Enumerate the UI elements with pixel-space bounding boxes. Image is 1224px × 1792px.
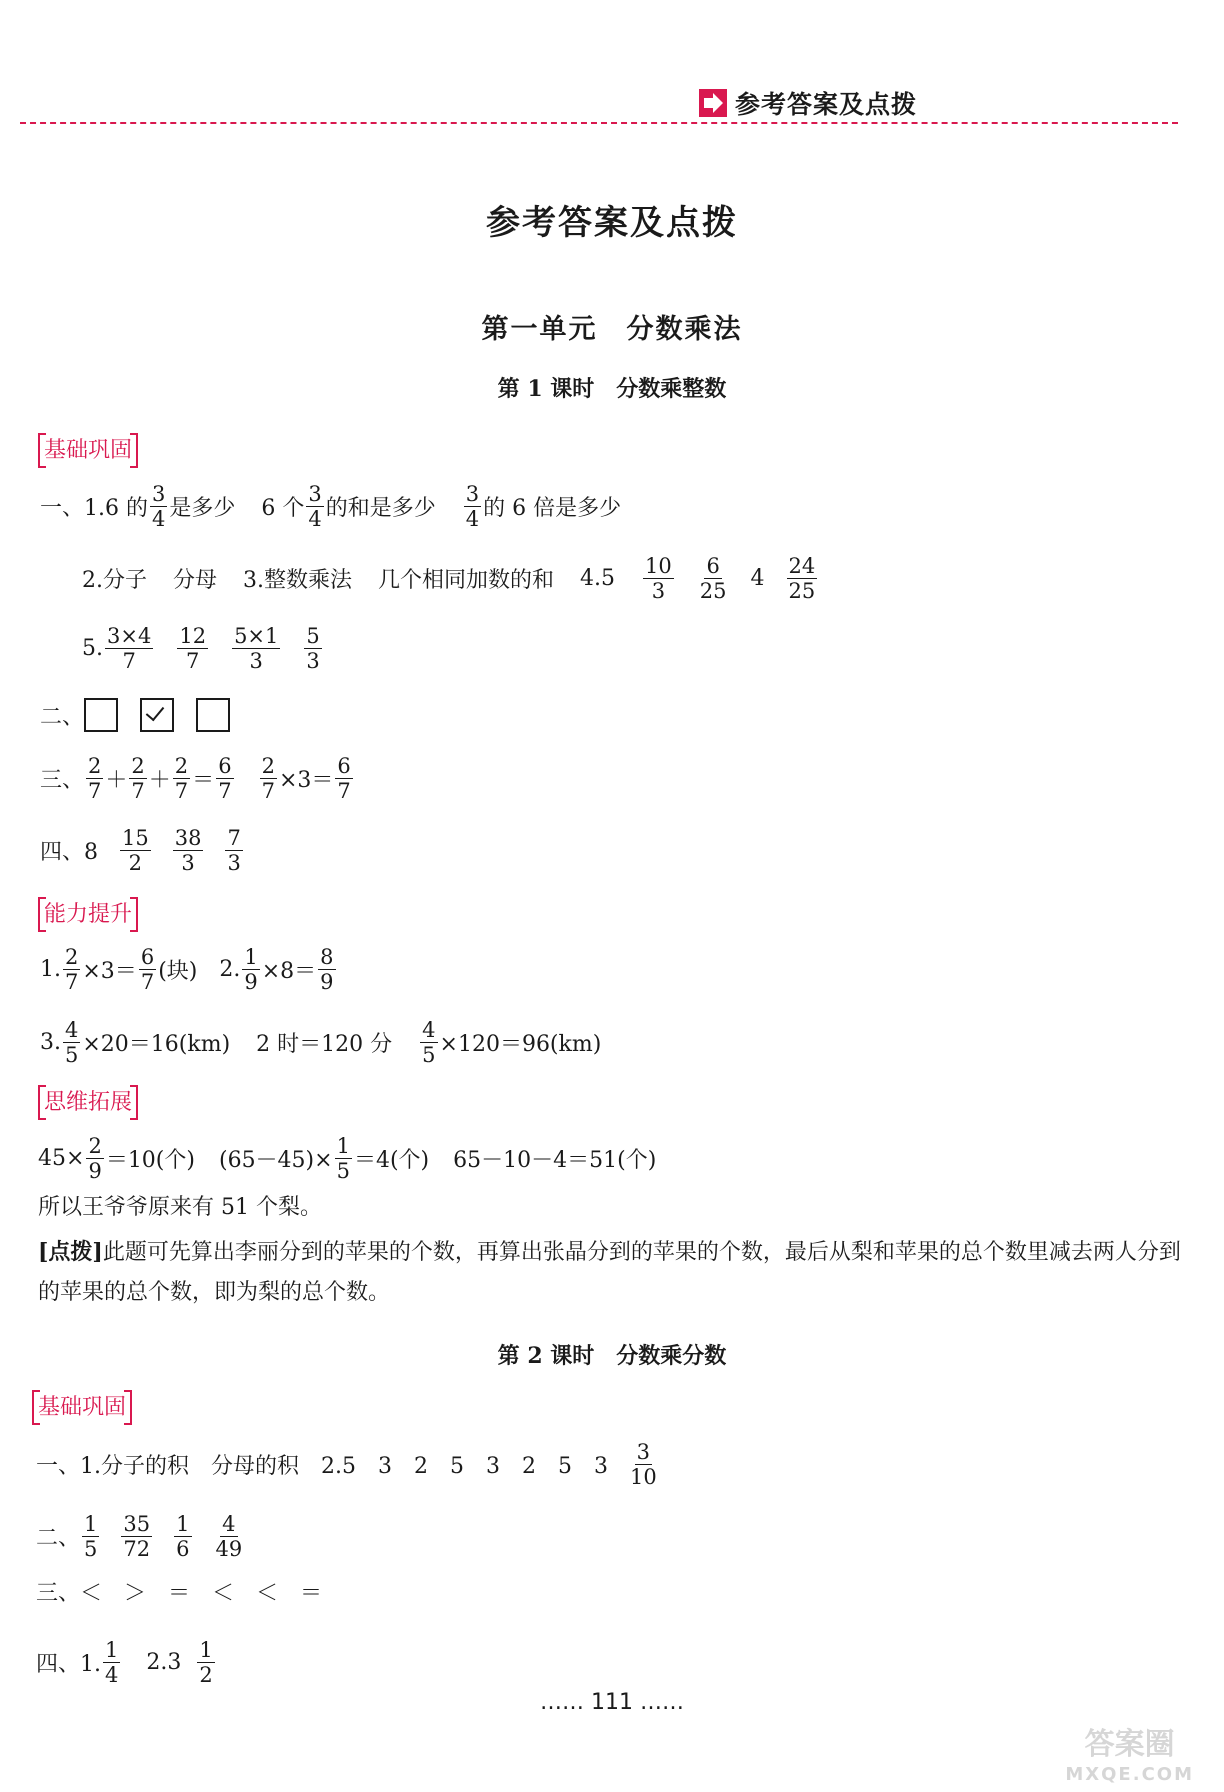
answer-1-1: 一、1.6 的 3 4 是多少 6 个 3 4 的和是多少 3 4 的 6 倍是多少: [40, 482, 622, 531]
empty-box-icon: [196, 698, 230, 732]
fraction: 3×4 7: [107, 624, 152, 673]
page-title: 参考答案及点拨: [486, 203, 738, 243]
thinking-conclusion: 所以王爷爷原来有 51 个梨。: [38, 1195, 322, 1220]
section-ability: 能力提升: [38, 897, 138, 928]
answer-1-2: 2.分子 分母 3.整数乘法 几个相同加数的和 4.5 10 3 6 25 4 24 25: [82, 554, 816, 603]
fraction: 12 7: [179, 624, 207, 673]
fraction: 3 4: [465, 482, 480, 531]
tip-tag: [点拨]: [38, 1239, 103, 1265]
header-dashed-rule: [20, 122, 1178, 124]
fraction: 3 4: [151, 482, 166, 531]
section-basic-2: 基础巩固: [32, 1390, 132, 1421]
l2-answer-3: 三、＜ ＞ ＝ ＜ ＜ ＝: [36, 1581, 323, 1606]
lesson2-title: 第 2 课时 分数乘分数: [497, 1343, 727, 1369]
header-tab: [695, 86, 925, 120]
answer-3: 三、 2 7 ＋ 2 7 ＋ 2 7 ＝ 6 7 2 7 ×3＝ 6 7: [40, 754, 351, 803]
answer-4: 四、8 15 2 38 3 7 3: [40, 826, 241, 875]
header-tab-label: 参考答案及点拨: [735, 90, 918, 119]
fraction: 6 25: [699, 554, 727, 603]
unit-title: 第一单元 分数乘法: [481, 314, 743, 345]
l2-answer-4: 四、1. 1 4 2.3 1 2: [36, 1638, 213, 1687]
fraction: 24 25: [788, 554, 816, 603]
page-number: …… 111 ……: [540, 1690, 684, 1715]
checked-box-icon: [140, 698, 174, 732]
lesson1-title: 第 1 课时 分数乘整数: [497, 376, 727, 402]
answer-1-5: 5. 3×4 7 12 7 5×1 3 5 3: [82, 624, 320, 673]
ability-1: 1. $\frac{2}{7}$ ×3＝ 6 7 (块) 2. $\frac{1}{9}$ ×8＝ 8 9: [40, 945, 334, 994]
section-thinking: 思维拓展: [38, 1085, 138, 1116]
tip-text: 此题可先算出李丽分到的苹果的个数，再算出张晶分到的苹果的个数，最后从梨和苹果的总个数里减去两人分到的苹果的总个数，即为梨的总个数。: [38, 1240, 1181, 1305]
thinking-calc: 45× $\frac{2}{9}$ ＝10(个) (65－45)× $\frac{1}{5}$ ＝4(个) 65－10－4＝51(个): [38, 1134, 657, 1183]
fraction: 5 3: [306, 624, 320, 673]
tip-paragraph: [38, 1232, 1188, 1313]
empty-box-icon: [84, 698, 118, 732]
arrow-right-icon: [699, 89, 727, 117]
section-basic-1: 基础巩固: [38, 433, 138, 464]
fraction: 5×1 3: [234, 624, 279, 673]
ability-3: 3. $\frac{4}{5}$ ×20＝16(km) 2 时＝120 分 $\frac{4}{5}$ ×120＝96(km): [40, 1018, 602, 1067]
l2-answer-1: 一、1.分子的积 分母的积 2.5 3 2 5 3 2 5 3 3 10: [36, 1440, 657, 1489]
watermark-logo: 答案圈 MXQE.COM: [1065, 1727, 1194, 1785]
answer-2: 二、: [40, 698, 252, 732]
fraction: 3 4: [308, 482, 322, 531]
l2-answer-2: 二、 1 5 35 72 1 6 4 49: [36, 1512, 243, 1561]
fraction: 10 3: [645, 554, 672, 603]
